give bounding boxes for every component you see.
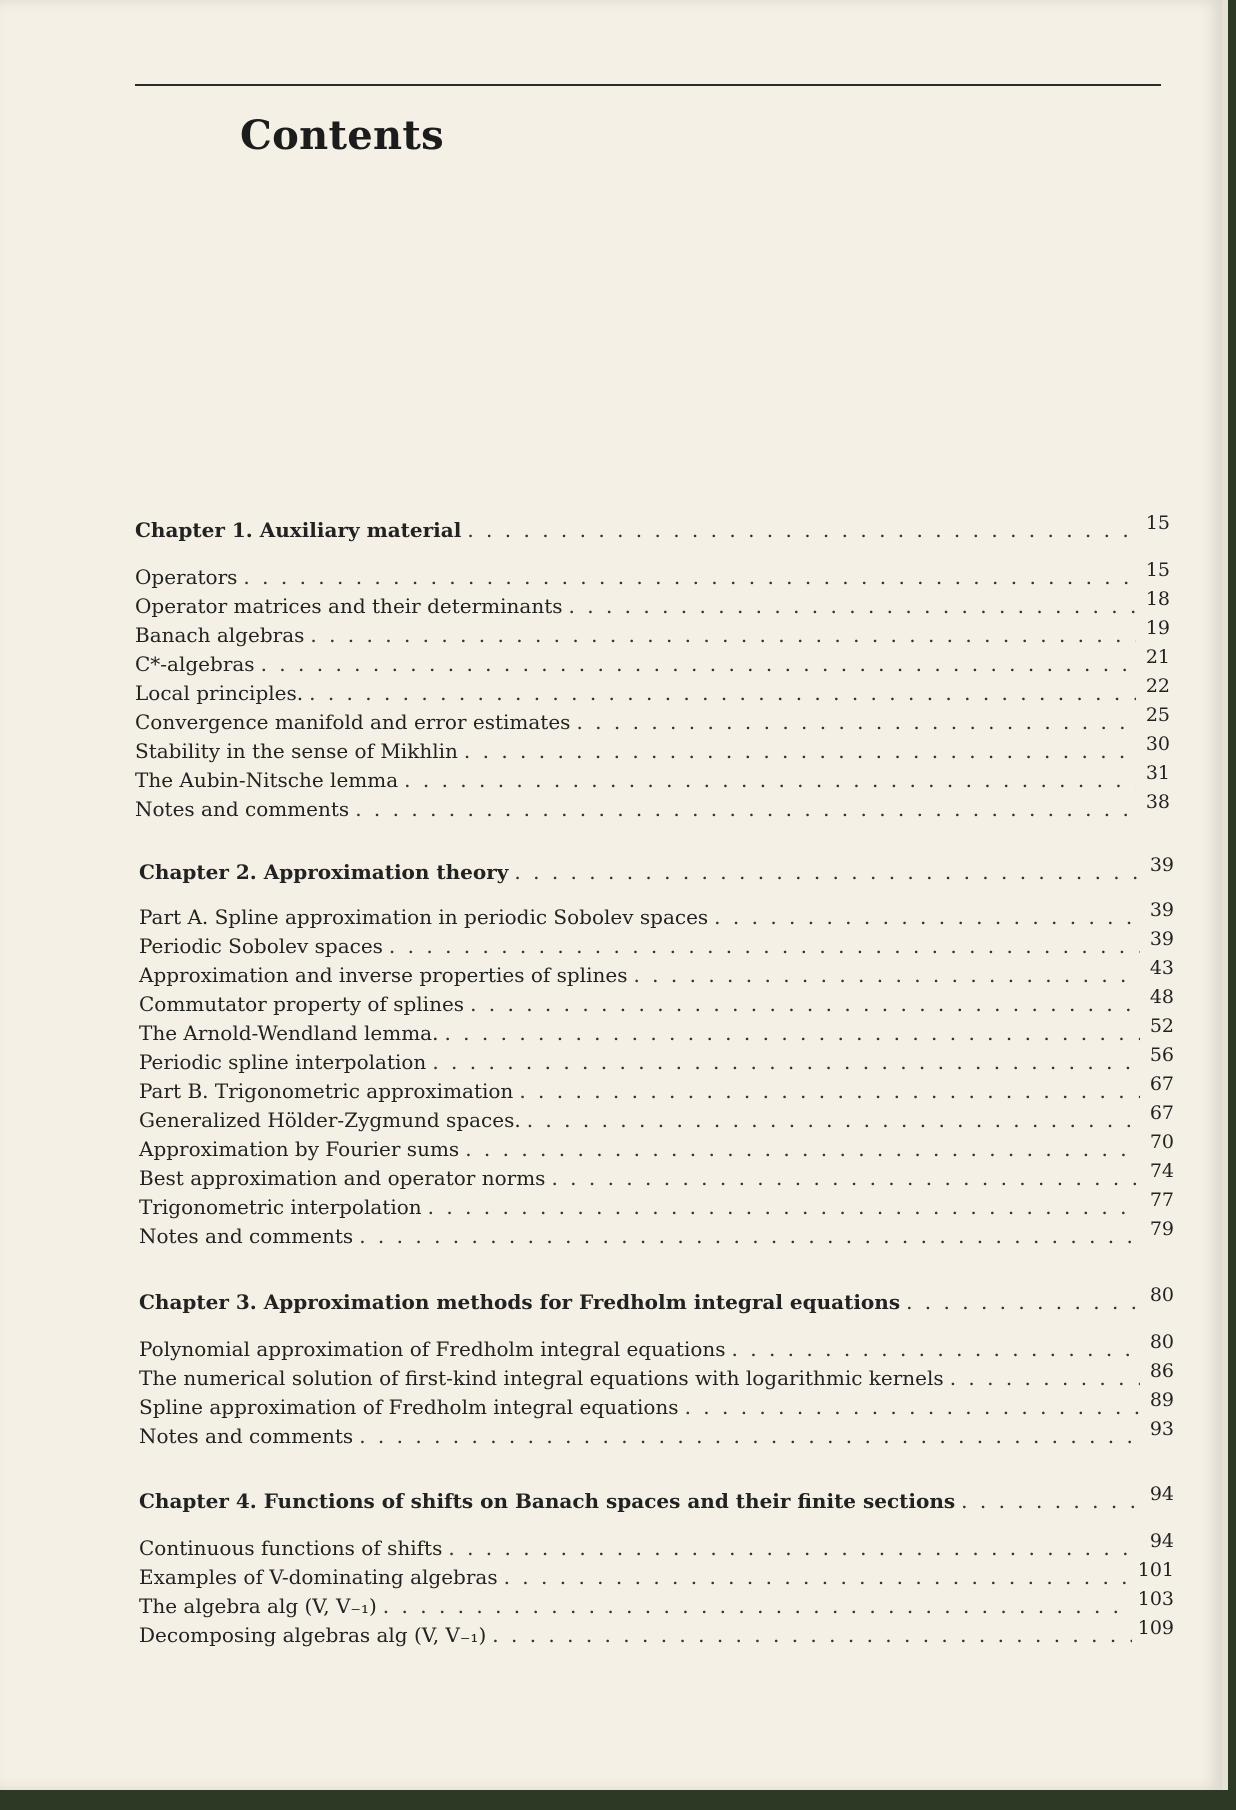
toc-entry-label: Chapter 1. Auxiliary material <box>135 518 462 542</box>
toc-page-number: 43 <box>1149 957 1174 979</box>
toc-entry-label: Periodic spline interpolation <box>139 1050 427 1074</box>
toc-leader-dots <box>464 739 1136 763</box>
toc-page-number: 15 <box>1145 512 1170 534</box>
toc-page-number: 39 <box>1149 854 1174 876</box>
toc-entry <box>135 588 1170 618</box>
toc-leader-dots <box>714 905 1140 929</box>
toc-page-number: 80 <box>1149 1331 1174 1353</box>
toc-entry <box>135 646 1170 676</box>
toc-page-number: 86 <box>1149 1360 1174 1382</box>
toc-entry <box>139 899 1174 929</box>
toc-leader-dots <box>685 1395 1140 1419</box>
toc-leader-dots <box>383 1594 1132 1618</box>
toc-entry-label: The numerical solution of first-kind integral equations with logarithmic kernels <box>139 1366 944 1390</box>
toc-leader-dots <box>551 1166 1140 1190</box>
toc-page-number: 101 <box>1137 1559 1174 1581</box>
toc-entry <box>139 928 1174 958</box>
toc-leader-dots <box>444 1021 1140 1045</box>
toc-entry-label: Decomposing algebras alg (V, V₋₁) <box>139 1623 487 1647</box>
toc-entry-label: Part B. Trigonometric approximation <box>139 1079 514 1103</box>
toc-entry-label: The algebra alg (V, V₋₁) <box>139 1594 377 1618</box>
page-title: Contents <box>240 112 445 159</box>
toc-chapter-entry <box>139 1483 1174 1513</box>
toc-page-number: 77 <box>1149 1189 1174 1211</box>
toc-chapter-entry <box>135 512 1170 542</box>
toc-leader-dots <box>504 1565 1132 1589</box>
toc-page-number: 93 <box>1149 1418 1174 1440</box>
toc-chapter-entry <box>139 854 1174 884</box>
toc-leader-dots <box>389 934 1140 958</box>
toc-entry <box>139 957 1174 987</box>
toc-page-number: 109 <box>1137 1617 1174 1639</box>
toc-page-number: 67 <box>1149 1102 1174 1124</box>
toc-page-number: 30 <box>1145 733 1170 755</box>
toc-leader-dots <box>569 594 1136 618</box>
toc-entry <box>139 1218 1174 1248</box>
toc-entry <box>135 617 1170 647</box>
toc-entry-label: Examples of V-dominating algebras <box>139 1565 498 1589</box>
page-edge <box>1222 0 1228 1790</box>
toc-page-number: 103 <box>1137 1588 1174 1610</box>
toc-leader-dots <box>448 1536 1140 1560</box>
toc-page-number: 38 <box>1145 791 1170 813</box>
toc-leader-dots <box>470 992 1140 1016</box>
toc-page-number: 80 <box>1149 1284 1174 1306</box>
toc-entry <box>139 1102 1174 1132</box>
toc-page-number: 25 <box>1145 704 1170 726</box>
toc-entry-label: C*-algebras <box>135 652 255 676</box>
toc-entry-label: Approximation by Fourier sums <box>139 1137 460 1161</box>
toc-page-number: 94 <box>1149 1530 1174 1552</box>
toc-entry <box>135 791 1170 821</box>
toc-leader-dots <box>428 1195 1140 1219</box>
toc-entry <box>139 1044 1174 1074</box>
toc-entry <box>139 1360 1174 1390</box>
toc-entry <box>139 1160 1174 1190</box>
toc-entry-label: Generalized Hölder-Zygmund spaces. <box>139 1108 521 1132</box>
toc-entry-label: Chapter 2. Approximation theory <box>139 860 509 884</box>
toc-entry-label: Spline approximation of Fredholm integral equations <box>139 1395 679 1419</box>
toc-entry-label: Local principles. <box>135 681 304 705</box>
toc-entry <box>139 1617 1174 1647</box>
toc-entry <box>135 675 1170 705</box>
toc-leader-dots <box>514 860 1140 884</box>
toc-page-number: 21 <box>1145 646 1170 668</box>
toc-leader-dots <box>527 1108 1140 1132</box>
toc-leader-dots <box>465 1137 1140 1161</box>
toc-leader-dots <box>732 1337 1140 1361</box>
toc-entry <box>139 1588 1174 1618</box>
toc-entry-label: Chapter 4. Functions of shifts on Banach spaces and their finite sections <box>139 1489 956 1513</box>
header-rule <box>135 84 1161 86</box>
toc-entry-label: Polynomial approximation of Fredholm integral equations <box>139 1337 726 1361</box>
toc-entry <box>139 986 1174 1016</box>
toc-entry <box>139 1015 1174 1045</box>
toc-entry <box>139 1331 1174 1361</box>
toc-leader-dots <box>404 768 1136 792</box>
toc-page-number: 70 <box>1149 1131 1174 1153</box>
toc-leader-dots <box>359 1224 1140 1248</box>
toc-entry <box>139 1559 1174 1589</box>
toc-entry <box>139 1530 1174 1560</box>
toc-leader-dots <box>309 681 1136 705</box>
toc-entry <box>139 1418 1174 1448</box>
toc-page-number: 22 <box>1145 675 1170 697</box>
toc-entry-label: Commutator property of splines <box>139 992 465 1016</box>
toc-entry-label: Continuous functions of shifts <box>139 1536 443 1560</box>
toc-entry-label: Chapter 3. Approximation methods for Fredholm integral equations <box>139 1290 901 1314</box>
toc-entry-label: Trigonometric interpolation <box>139 1195 422 1219</box>
toc-entry <box>135 704 1170 734</box>
toc-leader-dots <box>467 518 1136 542</box>
toc-leader-dots <box>633 963 1140 987</box>
toc-entry-label: Convergence manifold and error estimates <box>135 710 571 734</box>
toc-entry-label: Notes and comments <box>139 1224 354 1248</box>
toc-entry <box>139 1389 1174 1419</box>
toc-entry-label: Notes and comments <box>139 1424 354 1448</box>
toc-page-number: 39 <box>1149 928 1174 950</box>
toc-entry <box>135 559 1170 589</box>
toc-entry <box>139 1189 1174 1219</box>
toc-entry-label: Operator matrices and their determinants <box>135 594 563 618</box>
toc-page-number: 19 <box>1145 617 1170 639</box>
toc-leader-dots <box>950 1366 1140 1390</box>
toc-page-number: 67 <box>1149 1073 1174 1095</box>
toc-entry-label: Operators <box>135 565 238 589</box>
toc-page-number: 18 <box>1145 588 1170 610</box>
toc-page-number: 15 <box>1145 559 1170 581</box>
toc-entry-label: Best approximation and operator norms <box>139 1166 546 1190</box>
toc-page-number: 48 <box>1149 986 1174 1008</box>
toc-leader-dots <box>359 1424 1140 1448</box>
toc-entry <box>139 1131 1174 1161</box>
toc-leader-dots <box>355 797 1136 821</box>
toc-entry <box>139 1073 1174 1103</box>
toc-leader-dots <box>906 1290 1140 1314</box>
toc-page-number: 89 <box>1149 1389 1174 1411</box>
toc-page-number: 31 <box>1145 762 1170 784</box>
toc-entry-label: The Aubin-Nitsche lemma <box>135 768 399 792</box>
toc-entry <box>135 733 1170 763</box>
toc-entry-label: Part A. Spline approximation in periodic Sobolev spaces <box>139 905 709 929</box>
toc-entry-label: The Arnold-Wendland lemma. <box>139 1021 439 1045</box>
toc-leader-dots <box>243 565 1136 589</box>
toc-leader-dots <box>576 710 1136 734</box>
toc-page-number: 52 <box>1149 1015 1174 1037</box>
toc-entry-label: Stability in the sense of Mikhlin <box>135 739 458 763</box>
toc-entry-label: Approximation and inverse properties of splines <box>139 963 628 987</box>
toc-leader-dots <box>961 1489 1140 1513</box>
toc-leader-dots <box>432 1050 1140 1074</box>
toc-entry <box>135 762 1170 792</box>
toc-leader-dots <box>261 652 1136 676</box>
toc-page-number: 56 <box>1149 1044 1174 1066</box>
toc-entry-label: Periodic Sobolev spaces <box>139 934 383 958</box>
toc-page-number: 74 <box>1149 1160 1174 1182</box>
toc-chapter-entry <box>139 1284 1174 1314</box>
toc-page-number: 79 <box>1149 1218 1174 1240</box>
toc-leader-dots <box>310 623 1136 647</box>
toc-page-number: 39 <box>1149 899 1174 921</box>
toc-leader-dots <box>519 1079 1140 1103</box>
toc-entry-label: Banach algebras <box>135 623 305 647</box>
toc-entry-label: Notes and comments <box>135 797 350 821</box>
toc-page-number: 94 <box>1149 1483 1174 1505</box>
toc-leader-dots <box>492 1623 1131 1647</box>
